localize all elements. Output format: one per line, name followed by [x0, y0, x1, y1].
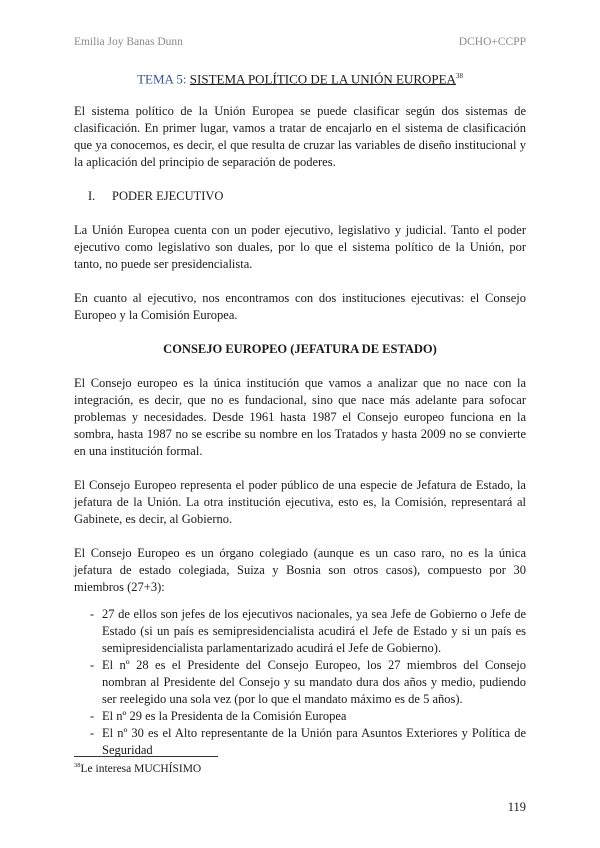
footnote-separator [74, 756, 218, 757]
section-title: PODER EJECUTIVO [112, 189, 224, 204]
list-item [74, 708, 526, 725]
list-marker: - [90, 607, 95, 622]
list-marker: - [90, 726, 95, 741]
subheading: CONSEJO EUROPEO (JEFATURA DE ESTADO) [163, 342, 437, 357]
chapter-heading: SISTEMA POLÍTICO DE LA UNIÓN EUROPEA [189, 71, 456, 87]
paragraph-representation: El Consejo Europeo representa el poder público de una especie de Jefatura de Estado, la jefatura de la Unión. La otra institución ejecutiva, esto es, la Comisión, representará al Gabinete, es decir, al Gobierno. [74, 478, 526, 527]
paragraph-origin: El Consejo europeo es la única institución que vamos a analizar que no nace con la integración, es decir, que no es fundacional, sino que nace más adelante para sofocar problemas y necesidades. Desde 1961 hasta 1987 el Consejo europeo funciona en la sombra, hasta 1987 no se escribe su nombre en los Tratados y hasta 2009 no se convierte en una institución formal. [74, 376, 526, 459]
members-list [74, 606, 526, 759]
list-item [74, 606, 526, 657]
page-content [74, 68, 526, 759]
list-item-text: El nº 28 es el Presidente del Consejo Europeo, los 27 miembros del Consejo nombran al Presidente del Consejo y su mandato dura dos años y medio, pudiendo ser reelegido una sola vez (por lo que el mandato máximo es de 5 años). [102, 658, 526, 707]
paragraph-powers: La Unión Europea cuenta con un poder ejecutivo, legislativo y judicial. Tanto el poder ejecutivo como legislativo son duales, por lo que el sistema político de la Unión, por tanto, no puede ser presidencialista. [74, 223, 526, 272]
paragraph-executive: En cuanto al ejecutivo, nos encontramos con dos instituciones ejecutivas: el Consejo Europeo y la Comisión Europea. [74, 291, 526, 323]
title-footnote-ref: 38 [455, 72, 463, 80]
list-item-text: 27 de ellos son jefes de los ejecutivos nacionales, ya sea Jefe de Gobierno o Jefe de Estado (si un país es semipresidencialista acudirá el Jefe de Estado y si un país es semipresidencialista parlamentarizado acudirá el Jefe de Gobierno). [102, 607, 526, 656]
footnote-ref: 38 [74, 762, 81, 769]
list-item [74, 657, 526, 708]
chapter-label: TEMA 5: [137, 71, 187, 87]
list-item-text: El nº 29 es la Presidenta de la Comisión Europea [102, 709, 347, 724]
list-item [74, 725, 526, 759]
list-item-text: El nº 30 es el Alto representante de la Unión para Asuntos Exteriores y Política de Seguridad [102, 726, 526, 758]
section-number: I. [88, 189, 96, 204]
list-marker: - [90, 658, 95, 673]
section-heading [74, 188, 526, 205]
footnote [74, 762, 201, 775]
intro-paragraph: El sistema político de la Unión Europea se puede clasificar según dos sistemas de clasificación. En primer lugar, vamos a tratar de encajarlo en el sistema de clasificación que ya conocemos, es decir, el que resulta de cruzar las variables de diseño institucional y la aplicación del principio de separación de poderes. [74, 104, 526, 170]
paragraph-composition: El Consejo Europeo es un órgano colegiado (aunque es un caso raro, no es la única jefatura de estado colegiada, Suiza y Bosnia son otros casos), compuesto por 30 miembros (27+3): [74, 546, 526, 595]
header-course: DCHO+CCPP [458, 36, 526, 48]
header-author: Emilia Joy Banas Dunn [74, 36, 183, 48]
footnote-text: Le interesa MUCHÍSIMO [80, 762, 202, 775]
running-header [74, 36, 526, 48]
page-number: 119 [507, 800, 526, 814]
list-marker: - [90, 709, 95, 724]
chapter-title [74, 68, 526, 87]
